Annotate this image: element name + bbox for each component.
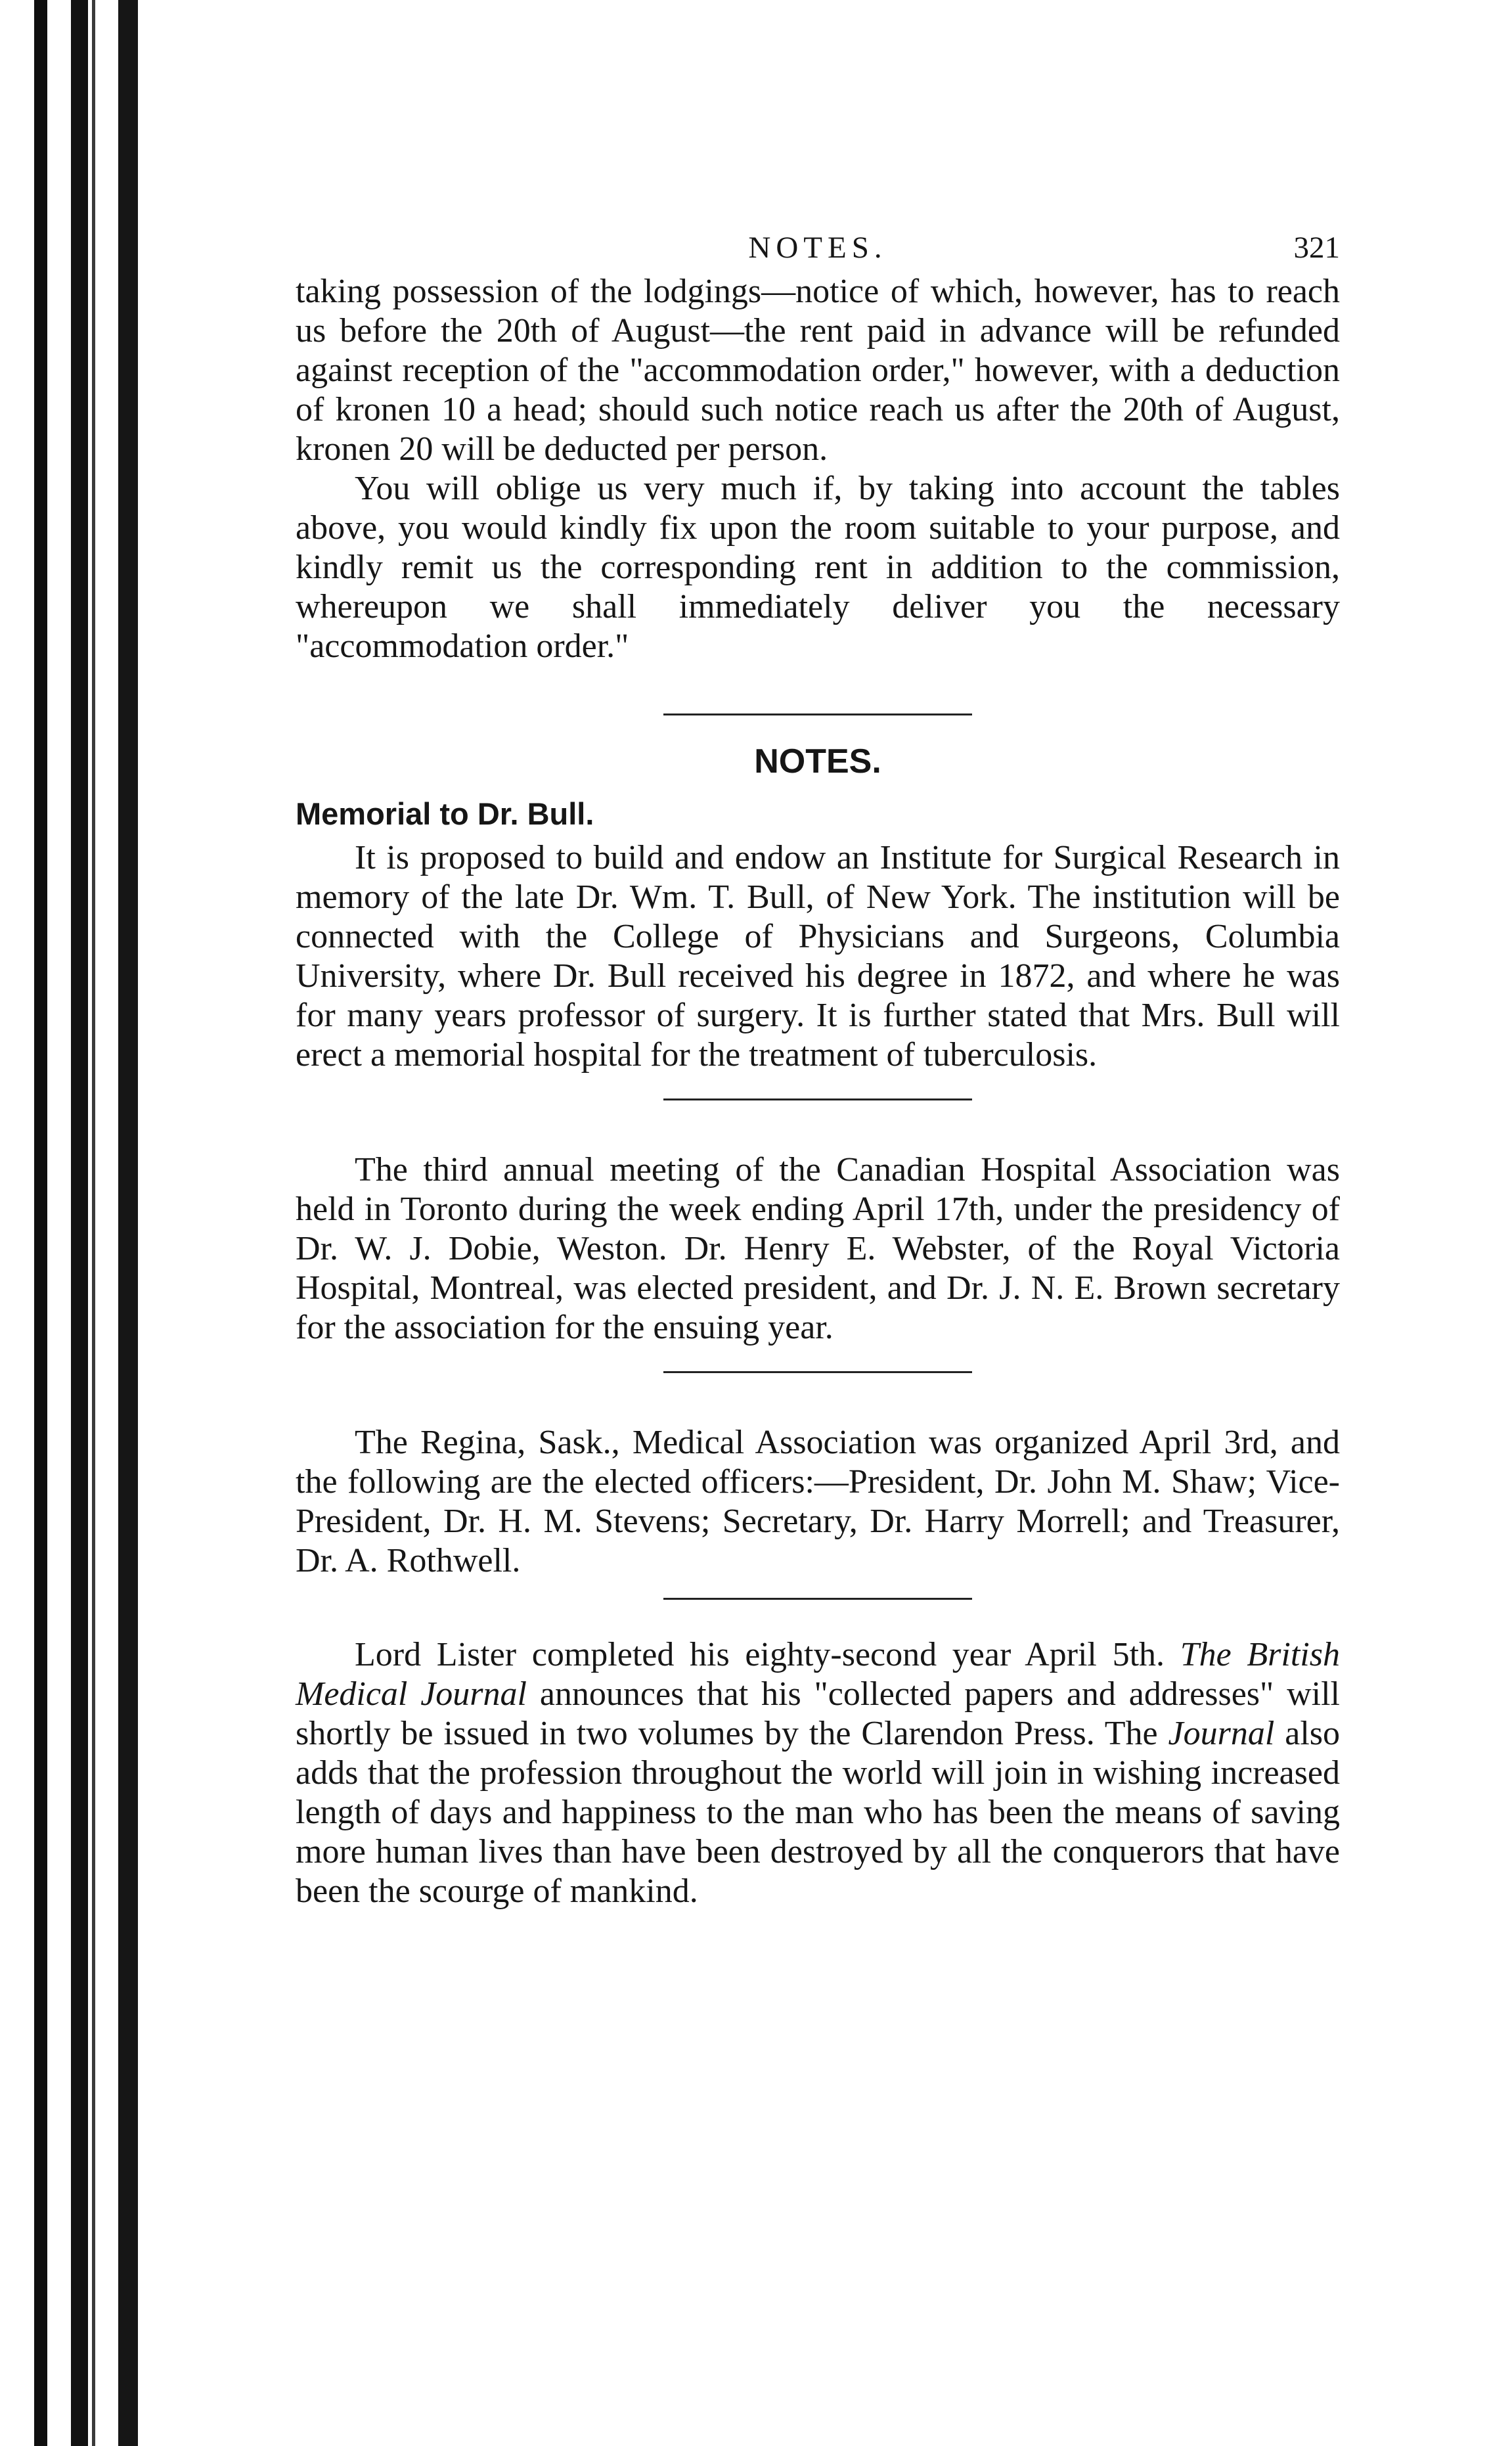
continued-paragraph: taking possession of the lodgings—notice of which, however, has to reach us before the 20th of August—the rent paid in advance will be refunded against reception of the "accommodation order," however, with a deduction of kronen 10 a head; should such notice reach us after the 20th of August, kronen 20 will be deducted per person. — [296, 273, 1340, 468]
note-paragraph: The Regina, Sask., Medical Association was organized April 3rd, and the following are the elected officers:—President, Dr. John M. Shaw; Vice-President, Dr. H. M. Stevens; Secretary, Dr. Harry Morrell; and Treasurer, Dr. A. Rothwell. — [296, 1424, 1340, 1579]
running-title: NOTES. — [748, 231, 887, 265]
note-paragraph: The third annual meeting of the Canadian Hospital Association was held in Toronto during the week ending April 17th, under the presidency of Dr. W. J. Dobie, Weston. Dr. Henry E. Webster, of the Royal Victoria Hospital, Montreal, was elected president, and Dr. J. N. E. Brown secretary for the association for the ensuing year. — [296, 1151, 1340, 1346]
note-paragraph — [296, 1635, 1340, 1911]
note-text: announces that his "collected papers and addresses" will shortly be issued in two volumes by the Clarendon Press. The — [296, 1675, 1341, 1752]
binding-edge — [71, 0, 88, 2446]
note-text: also adds that the profession throughout the world will join in wishing increased length of days and happiness to the man who has been the means of saving more human lives than have been destroyed by all the conquerors that have been the scourge of mankind. — [296, 1715, 1340, 1910]
note-divider — [663, 1598, 972, 1600]
page-number: 321 — [1293, 231, 1340, 265]
binding-edge — [92, 0, 95, 2446]
journal-title: The British Medical Journal — [296, 1636, 1340, 1713]
running-head — [296, 230, 1340, 272]
continued-paragraph: You will oblige us very much if, by taking into account the tables above, you would kindly fix upon the room suitable to your purpose, and kindly remit us the corresponding rent in addition to the commission, whereupon we shall immediately deliver you the necessary "accommodation order." — [296, 470, 1340, 665]
binding-edge — [34, 0, 47, 2446]
note-divider — [663, 1371, 972, 1373]
binding-edge — [118, 0, 138, 2446]
note-text: Lord Lister completed his eighty-second year April 5th. — [355, 1636, 1180, 1673]
section-heading: NOTES. — [754, 742, 881, 781]
note-heading: Memorial to Dr. Bull. — [296, 796, 594, 831]
note-divider — [663, 1098, 972, 1100]
note-paragraph: It is proposed to build and endow an Institute for Surgical Research in memory of the late Dr. Wm. T. Bull, of New York. The institution will be connected with the College of Physicians and Surgeons, Columbia University, where Dr. Bull received his degree in 1872, and where he was for many years professor of surgery. It is further stated that Mrs. Bull will erect a memorial hospital for the treatment of tuberculosis. — [296, 839, 1340, 1074]
section-divider — [663, 713, 972, 715]
journal-title: Journal — [1168, 1715, 1275, 1752]
page — [296, 230, 1340, 1911]
